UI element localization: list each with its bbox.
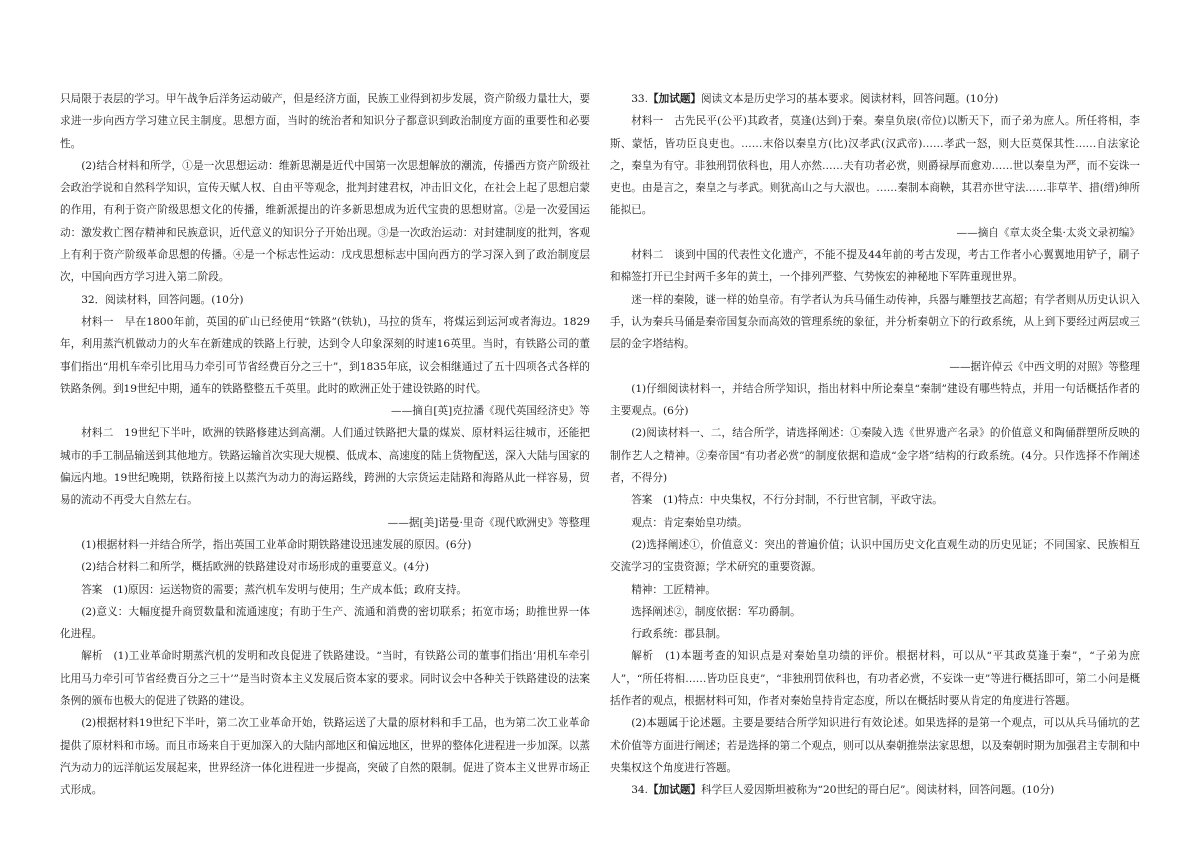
extra-question-tag: 【加试题】 (648, 784, 702, 797)
material-2-continued: 迷一样的秦陵，谜一样的始皇帝。有学者认为兵马俑生动传神，兵器与雕塑技艺高超；有学者则从历史认识入手，认为秦兵马俑是秦帝国复杂而高效的管理系统的象征，并分析秦朝立下的行政系统，从上到下要经过两层或三层的金字塔结构。 (610, 293, 1140, 351)
question-number: 34. (631, 784, 649, 797)
right-column (610, 88, 1140, 802)
answer-text: 选择阐述②，制度依据：军功爵制。 (631, 605, 801, 618)
answer-text: (2)意义：大幅度提升商贸数量和流通速度；有助于生产、流通和消费的密切联系；拓宽市场；助推世界一体化进程。 (60, 605, 590, 641)
material-1: 材料一 早在1800年前，英国的矿山已经使用“铁路”(铁轨)，马拉的货车，将煤运到运河或者海边。1829年，利用蒸汽机做动力的火车在新建成的铁路上行驶，达到令人印象深刻的时速16英里。当时，有铁路公司的董事们指出“用机车牵引比用马力牵引可节省经费百分之三十”，到1835年底，议会相继通过了五十四项各式各样的铁路条例。到19世纪中期，通车的铁路整整五千英里。此时的欧洲正处于建设铁路的时代。 (60, 315, 590, 395)
answer-text: 观点：肯定秦始皇功绩。 (631, 516, 748, 529)
material-2: 材料二 19世纪下半叶，欧洲的铁路修建达到高潮。人们通过铁路把大量的煤炭、原材料运往城市，还能把城市的手工制品输送到其他地方。铁路运输首次实现大规模、低成本、高速度的陆上货物配送，深入大陆与国家的偏远内地。19世纪晚期，铁路衔接上以蒸汽为动力的海运路线，跨洲的大宗货运走陆路和海路从此一样容易，贸易的流动不再受大自然左右。 (60, 427, 590, 507)
question-32-heading: 32．阅读材料，回答问题。(10分) (81, 293, 244, 306)
analysis-text: 解析 (1)本题考查的知识点是对秦始皇功绩的评价。根据材料，可以从“平其政莫逢于秦”，“子弟为庶人”，“所任将相……皆功臣良吏”，“非独刑罚依科也，有功者必赏，不妄诛一吏”等进行概括即可，第二小问是概括作者的观点，根据材料可知，作者对秦始皇持肯定态度，所以在概括时要从肯定的角度进行答题。 (610, 650, 1140, 708)
left-column (60, 88, 590, 802)
extra-question-tag: 【加试题】 (648, 93, 702, 105)
source-citation: ——据许倬云《中西文明的对照》等整理 (949, 360, 1140, 373)
question-item: (2)结合材料二和所学，概括欧洲的铁路建设对市场形成的重要意义。(4分) (81, 561, 430, 574)
answer-text: 行政系统：郡县制。 (631, 628, 727, 641)
answer-text: 答案 (1)原因：运送物资的需要；蒸汽机车发明与使用；生产成本低；政府支持。 (81, 583, 467, 596)
analysis-text: 解析 (1)工业革命时期蒸汽机的发明和改良促进了铁路建设。“当时，有铁路公司的董事们指出‘用机车牵引比用马力牵引可节省经费百分之三十’”是当时资本主义发展后资本家的要求。同时议会中各种关于铁路建设的法案条例的颁布也极大的促进了铁路的建设。 (60, 650, 590, 708)
question-item: (2)阅读材料一、二，结合所学，请选择阐述：①秦陵入选《世界遗产名录》的价值意义和陶俑群塑所反映的制作艺人之精神。②秦帝国“有功者必赏”的制度依据和造成“金字塔”结构的行政系统。(4分。只作选择不作阐述者，不得分) (610, 427, 1140, 485)
question-prompt: 科学巨人爱因斯坦被称为“20世纪的哥白尼”。阅读材料，回答问题。(10分) (701, 784, 1055, 797)
answer-text: 精神：工匠精神。 (631, 583, 716, 596)
question-item: (1)根据材料一并结合所学，指出英国工业革命时期铁路建设迅速发展的原因。(6分) (81, 538, 472, 551)
source-citation: ——据[美]诺曼·里奇《现代欧洲史》等整理 (387, 516, 590, 529)
question-34-heading (610, 779, 1140, 801)
answer-text: (2)选择阐述①，价值意义：突出的普遍价值；认识中国历史文化直观生动的历史见证；不同国家、民族相互交流学习的宝贵资源；学术研究的重要资源。 (610, 538, 1140, 574)
analysis-text: (2)根据材料19世纪下半叶，第二次工业革命开始，铁路运送了大量的原材料和手工品，也为第二次工业革命提供了原材料和市场。而且市场来自于更加深入的大陆内部地区和偏远地区，世界的整体化进程进一步加深。以蒸汽为动力的远洋航运发展起来，世界经济一体化进程进一步提高，突破了自然的限制。促进了资本主义世界市场正式形成。 (60, 717, 590, 797)
source-citation: ——摘自[英]克拉潘《现代英国经济史》等 (391, 405, 590, 418)
left-p-0: 只局限于表层的学习。甲午战争后洋务运动破产，但是经济方面，民族工业得到初步发展，资产阶级力量壮大，要求进一步向西方学习建立民主制度。思想方面，当时的统治者和知识分子都意识到政治制度方面的重要性和必要性。 (60, 93, 590, 150)
question-prompt: 阅读文本是历史学习的基本要求。阅读材料，回答问题。(10分) (701, 93, 999, 105)
source-citation: ——摘自《章太炎全集·太炎文录初编》 (956, 226, 1140, 239)
answer-text: 答案 (1)特点：中央集权，不行分封制，不行世官制，平政守法。 (631, 494, 943, 507)
analysis-text: (2)本题属于论述题。主要是要结合所学知识进行有效论述。如果选择的是第一个观点，可以从兵马俑坑的艺术价值等方面进行阐述；若是选择的第二个观点，则可以从秦朝推崇法家思想，以及秦朝时期为加强君主专制和中央集权这个角度进行答题。 (610, 717, 1140, 774)
material-1: 材料一 古先民平(公平)其政者，莫逢(达到)于秦。秦皇负扆(帝位)以断天下，而子弟为庶人。所任将相，李斯、蒙恬，皆功臣良吏也。……末俗以秦皇方(比)汉孝武(汉武帝)……孝武一怒，则大臣莫保其性……自法家论之，秦皇为有守。非独刑罚依科也，用人亦然……夫有功者必赏，则爵禄厚而愈劝……世以秦皇为严，而不妄诛一吏也。由是言之，秦皇之与孝武。则犹高山之与大淑也。……秦制本商鞅，其君亦世守法……非草芊、措(缙)绅所能拟已。 (610, 115, 1140, 217)
left-p-1: (2)结合材料和所学，①是一次思想运动：维新思潮是近代中国第一次思想解放的潮流，传播西方资产阶级社会政治学说和自然科学知识，宣传天赋人权、自由平等观念，批判封建君权，冲击旧文化，在社会上起了思想启蒙的作用，有利于资产阶级思想文化的传播，维新派提出的许多新思想成为近代宝贵的思想财富。②是一次爱国运动：激发救亡图存精神和民族意识，近代意义的知识分子开始出现。③是一次政治运动：对封建制度的批判，客观上有利于资产阶级革命思想的传播。④是一个标志性运动：戊戌思想标志中国向西方的学习深入到了政治制度层次，中国向西方学习进入第二阶段。 (60, 159, 590, 284)
material-2: 材料二 谈到中国的代表性文化遗产，不能不提及44年前的考古发现，考古工作者小心翼翼地用铲子，刷子和棉签打开已尘封两千多年的黄土，一个排列严整、气势恢宏的神秘地下军阵重现世界。 (610, 249, 1140, 284)
question-number: 33. (631, 93, 649, 105)
question-item: (1)仔细阅读材料一，并结合所学知识，指出材料中所论秦皇“秦制”建设有哪些特点，并用一句话概括作者的主要观点。(6分) (610, 382, 1140, 418)
question-33-heading (610, 88, 1140, 110)
